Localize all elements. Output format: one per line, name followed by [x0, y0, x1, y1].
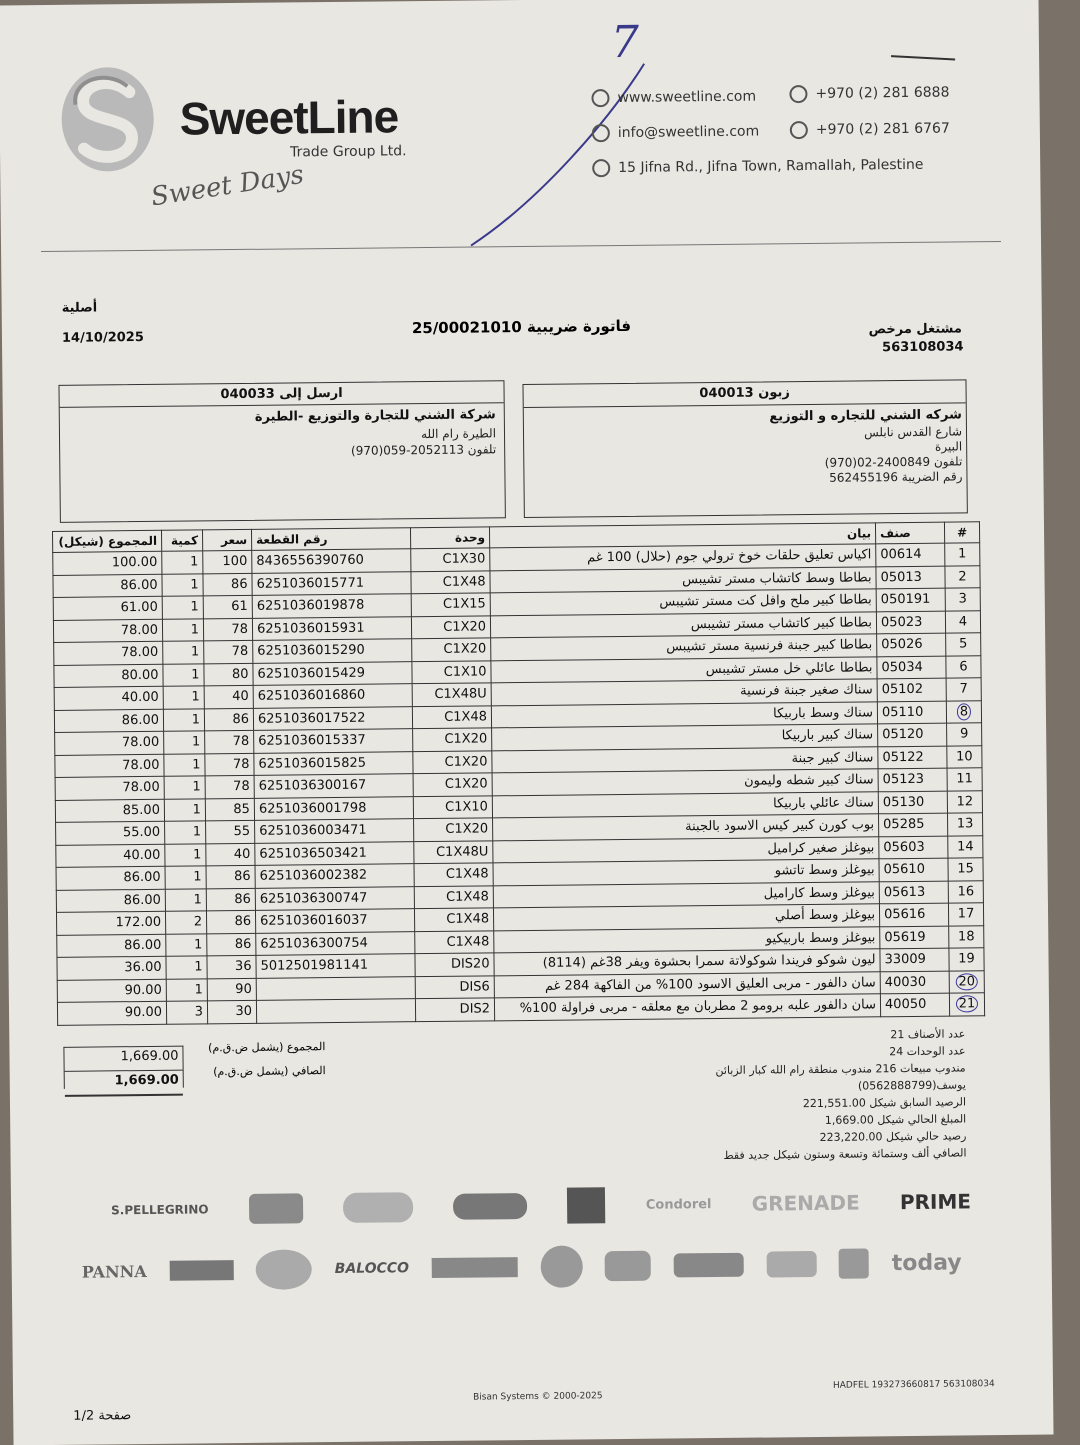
header-qty: كمية — [161, 530, 202, 551]
ship-to-city: الطيرة رام الله — [420, 426, 497, 442]
cell-num: 5 — [946, 633, 981, 656]
header-unit: وحدة — [410, 527, 489, 549]
ship-to-name: شركة الشني للتجارة والتوزيع -الطيرة — [254, 407, 496, 425]
original-label: أصلية — [61, 300, 98, 316]
brand-logo-badge-9 — [605, 1251, 651, 1281]
brand-logo-badge-12 — [839, 1248, 869, 1278]
cell-num: 15 — [948, 858, 983, 881]
cell-total: 80.00 — [54, 664, 163, 688]
invoice-date: 14/10/2025 — [61, 329, 144, 346]
dealer-number: 563108034 — [882, 339, 964, 356]
cell-qty: 1 — [165, 843, 206, 866]
cell-desc: سناك كبير جبنة — [492, 746, 878, 773]
cell-unit: C1X48 — [415, 930, 494, 953]
brands-row-2 — [82, 1241, 962, 1292]
cell-total: 55.00 — [56, 821, 165, 845]
cell-total: 85.00 — [55, 799, 164, 823]
cell-qty: 1 — [164, 753, 205, 776]
cell-num: 7 — [946, 678, 981, 701]
cell-num — [946, 700, 981, 723]
invoice-number: 25/00021010 — [411, 318, 522, 338]
cell-unit: C1X20 — [413, 773, 492, 796]
brands-row-1 — [111, 1183, 971, 1228]
cell-total: 78.00 — [55, 731, 164, 755]
cell-num: 10 — [947, 745, 982, 768]
company-name: SweetLine — [179, 90, 399, 145]
customer-tax: رقم الضريبة 562455196 — [829, 469, 963, 485]
cell-item: 05013 — [876, 566, 945, 589]
cell-qty: 1 — [163, 663, 204, 686]
cell-unit: DIS6 — [415, 975, 494, 998]
cell-price: 40 — [206, 843, 255, 866]
cell-desc: بطاطا كبير كاتشاب مستر تشيبس — [490, 611, 876, 638]
cell-price: 90 — [207, 978, 256, 1001]
cell-part: 6251036300754 — [256, 931, 415, 955]
cell-price: 78 — [203, 618, 252, 641]
cell-part: 6251036015290 — [253, 639, 412, 663]
cell-item: 33009 — [880, 948, 949, 971]
cell-price: 86 — [207, 933, 256, 956]
cell-qty: 1 — [164, 776, 205, 799]
brand-logo-badge-6 — [256, 1249, 312, 1290]
globe-icon — [591, 89, 609, 107]
cell-desc: سناك عائلي باربيكا — [492, 791, 878, 818]
brand-logo-badge-11 — [766, 1251, 816, 1278]
sum-label: المجموع (يشمل ض.ق.م) — [208, 1040, 326, 1055]
brand-logo-badge-8 — [540, 1245, 582, 1287]
footer-code: HADFEL 193273660817 563108034 — [832, 1379, 995, 1391]
brand-panna: PANNA — [81, 1261, 147, 1282]
items-table — [52, 521, 985, 1025]
cell-qty: 1 — [162, 596, 203, 619]
brand-s-pellegrino: S.PELLEGRINO — [111, 1202, 209, 1218]
cell-qty: 1 — [165, 888, 206, 911]
handwritten-slash — [459, 59, 661, 251]
net-in-words: الصافي ألف وستمائة وتسعة وستون شيكل جديد فقط — [723, 1146, 967, 1162]
dealer-label: مشتغل مرخص — [868, 321, 963, 338]
cell-total: 86.00 — [54, 709, 163, 733]
brand-logo-badge-5 — [169, 1260, 233, 1281]
contact-website: www.sweetline.com — [591, 88, 756, 108]
cell-desc: ليون شوكو فريندا شوكولاتة سمرا بحشوة ويفر 38غم (8114) — [494, 949, 880, 976]
cell-total: 78.00 — [54, 641, 163, 665]
email-icon — [592, 124, 610, 142]
cell-part: 6251036019878 — [252, 594, 411, 618]
summary-block — [609, 1025, 966, 1165]
company-subtitle: Trade Group Ltd. — [289, 143, 407, 161]
cell-price: 86 — [206, 888, 255, 911]
cell-item: 40050 — [880, 993, 949, 1016]
cell-unit: C1X20 — [413, 728, 492, 751]
cell-num: 12 — [947, 790, 982, 813]
cell-part — [256, 999, 415, 1023]
cell-num: 3 — [945, 588, 980, 611]
cell-item: 05285 — [879, 813, 948, 836]
cell-total: 100.00 — [53, 551, 162, 575]
cell-part: 6251036015429 — [253, 661, 412, 685]
contact-email: info@sweetline.com — [592, 123, 760, 143]
customer-name: شركه الشني للتجاره و التوزيع — [769, 407, 962, 425]
cell-item: 05110 — [877, 701, 946, 724]
location-pin-icon — [592, 159, 610, 177]
cell-price: 86 — [206, 865, 255, 888]
cell-total: 40.00 — [56, 844, 165, 868]
cell-unit: C1X48U — [414, 840, 493, 863]
invoice-title-block — [412, 317, 631, 337]
cell-price: 86 — [203, 573, 252, 596]
current-amount: المبلغ الحالي شيكل 1,669.00 — [824, 1112, 967, 1127]
net-label: الصافي (يشمل ض.ق.م) — [213, 1064, 326, 1079]
cell-unit: C1X48 — [411, 570, 490, 593]
cell-part — [256, 976, 415, 1000]
brand-logo-badge-1 — [249, 1193, 303, 1224]
phone-icon — [790, 121, 808, 139]
cell-item: 05026 — [877, 633, 946, 656]
cell-num — [949, 970, 984, 993]
cell-part: 6251036015825 — [254, 751, 413, 775]
cell-unit: C1X20 — [413, 750, 492, 773]
cell-unit: C1X10 — [412, 660, 491, 683]
brand-prime: PRIME — [899, 1189, 972, 1215]
brand-logo-badge-10 — [674, 1253, 744, 1278]
cell-num: 6 — [946, 655, 981, 678]
cell-unit: C1X20 — [411, 615, 490, 638]
cell-num: 11 — [947, 768, 982, 791]
header-item: صنف — [875, 522, 944, 544]
cell-price: 55 — [206, 820, 255, 843]
cell-num: 16 — [948, 880, 983, 903]
cell-item: 05034 — [877, 656, 946, 679]
cell-num: 18 — [949, 925, 984, 948]
cell-total: 61.00 — [53, 596, 162, 620]
cell-total: 78.00 — [53, 619, 162, 643]
cell-qty: 1 — [162, 573, 203, 596]
cell-price: 30 — [207, 1000, 256, 1023]
brand-today: today — [891, 1249, 962, 1276]
cell-part: 6251036015771 — [252, 571, 411, 595]
cell-total: 90.00 — [57, 1001, 166, 1025]
contact-phone2: +970 (2) 281 6767 — [790, 120, 950, 140]
cell-item: 05023 — [876, 611, 945, 634]
contact-address: 15 Jifna Rd., Jifna Town, Ramallah, Palestine — [592, 156, 923, 177]
header-price: سعر — [202, 529, 251, 551]
cell-item: 05616 — [879, 903, 948, 926]
customer-header: زبون 040013 — [523, 380, 965, 408]
contact-phone1: +970 (2) 281 6888 — [789, 84, 949, 104]
brand-logo-badge-3 — [453, 1193, 527, 1220]
cell-qty: 3 — [166, 1001, 207, 1024]
cell-desc: بطاطا عائلي خل مستر تشيبس — [491, 656, 877, 683]
cell-qty: 2 — [165, 911, 206, 934]
cell-desc: بوب كورن كبير كيس الاسود بالجبنة — [493, 814, 879, 841]
cell-num: 9 — [947, 723, 982, 746]
cell-unit: C1X48 — [412, 705, 491, 728]
cell-num: 17 — [948, 903, 983, 926]
header-part: رقم القطعة — [251, 528, 410, 551]
cell-part: 6251036015931 — [252, 616, 411, 640]
cell-desc: سان دالفور علبه برومو 2 مطربان مع معلقه - مربى فراولة 100% — [494, 994, 880, 1021]
cell-total: 78.00 — [55, 776, 164, 800]
header-desc: بيان — [489, 523, 875, 548]
cell-total: 78.00 — [55, 754, 164, 778]
cell-unit: C1X48U — [412, 683, 491, 706]
ship-to-box — [58, 380, 505, 523]
brand-logo-badge-7 — [432, 1257, 518, 1278]
cell-unit: C1X48 — [414, 885, 493, 908]
cell-desc: بطاطا وسط كاتشاب مستر تشيبس — [490, 566, 876, 593]
cell-item: 05120 — [878, 723, 947, 746]
cell-part: 6251036001798 — [254, 796, 413, 820]
cell-qty: 1 — [162, 551, 203, 574]
cell-num: 19 — [949, 948, 984, 971]
cell-qty: 1 — [164, 731, 205, 754]
cell-item: 00614 — [876, 543, 945, 566]
net-value: 1,669.00 — [65, 1071, 183, 1097]
cell-item: 05619 — [880, 926, 949, 949]
cell-desc: بطاطا كبير ملح وافل كت مستر تشيبس — [490, 589, 876, 616]
cell-price: 40 — [204, 685, 253, 708]
cell-total: 86.00 — [53, 574, 162, 598]
cell-part: 5012501981141 — [256, 954, 415, 978]
previous-balance: الرصيد السابق شيكل 221,551.00 — [802, 1095, 967, 1111]
cell-unit: C1X15 — [411, 593, 490, 616]
invoice-title: فاتورة ضريبية — [526, 316, 632, 336]
handwritten-number: 7 — [610, 16, 640, 69]
cell-unit: C1X48 — [414, 908, 493, 931]
cell-unit: C1X48 — [414, 863, 493, 886]
cell-desc: سناك وسط باربيكا — [491, 701, 877, 728]
cell-price: 86 — [206, 910, 255, 933]
customer-street: شارع القدس نابلس — [864, 424, 963, 440]
cell-total: 40.00 — [54, 686, 163, 710]
cell-price: 86 — [204, 708, 253, 731]
cell-num: 2 — [945, 565, 980, 588]
cell-item: 05603 — [879, 836, 948, 859]
cell-num — [949, 993, 984, 1016]
cell-num: 4 — [945, 610, 980, 633]
cell-price: 36 — [207, 955, 256, 978]
brand-grenade: GRENADE — [751, 1190, 860, 1216]
cell-desc: بيوغلز وسط أصلي — [493, 904, 879, 931]
circled-row-number: 20 — [955, 973, 978, 990]
company-slogan: Sweet Days — [149, 159, 306, 213]
footer-page: 1/2 صفحة — [73, 1408, 132, 1424]
brand-condorel: Condorel — [645, 1196, 712, 1213]
cell-qty: 1 — [165, 821, 206, 844]
cell-item: 05130 — [878, 791, 947, 814]
cell-part: 6251036003471 — [255, 819, 414, 843]
customer-city: البيرة — [934, 439, 963, 454]
cell-qty: 1 — [166, 933, 207, 956]
cell-price: 78 — [205, 775, 254, 798]
sweetline-s-logo-icon — [57, 64, 158, 175]
items-count: عدد الأصناف 21 — [890, 1027, 966, 1042]
cell-qty: 1 — [166, 978, 207, 1001]
cell-price: 78 — [204, 640, 253, 663]
cell-desc: سناك صغير جبنة فرنسية — [491, 679, 877, 706]
brand-logo-badge-2 — [343, 1192, 413, 1223]
cell-desc: بيوغلز وسط كاراميل — [493, 881, 879, 908]
items-table-body — [53, 543, 985, 1025]
header-total: المجموع (شيكل) — [52, 530, 161, 552]
cell-qty: 1 — [163, 641, 204, 664]
cell-item: 05610 — [879, 858, 948, 881]
cell-unit: C1X30 — [411, 548, 490, 571]
cell-qty: 1 — [163, 708, 204, 731]
cell-unit: DIS20 — [415, 953, 494, 976]
cell-item: 40030 — [880, 971, 949, 994]
cell-num: 14 — [948, 835, 983, 858]
cell-desc: بيوغلز وسط تاتشو — [493, 859, 879, 886]
circled-row-number: 21 — [956, 996, 979, 1013]
cell-desc: بيوغلز صغير كراميل — [493, 836, 879, 863]
cell-item: 05123 — [878, 768, 947, 791]
units-count: عدد الوحدات 24 — [889, 1044, 966, 1059]
cell-qty: 1 — [165, 866, 206, 889]
cell-qty: 1 — [166, 956, 207, 979]
cell-part: 6251036300747 — [255, 886, 414, 910]
cell-part: 6251036002382 — [255, 864, 414, 888]
phone-icon — [789, 85, 807, 103]
cell-desc: سناك كبير باربيكا — [492, 724, 878, 751]
cell-qty: 1 — [163, 686, 204, 709]
cell-num: 1 — [945, 543, 980, 566]
cell-desc: سان دالفور - مربى العليق الاسود 100% من الفاكهة 284 غم — [494, 971, 880, 998]
cell-unit: C1X10 — [413, 795, 492, 818]
cell-part: 6251036016037 — [255, 909, 414, 933]
header-num: # — [944, 522, 979, 543]
footer-systems: Bisan Systems © 2000-2025 — [473, 1391, 603, 1403]
cell-price: 80 — [204, 663, 253, 686]
salesman: مندوب مبيعات 216 مندوب منطقة رام الله كبار الزبائن يوسف(0562888799) — [715, 1061, 966, 1093]
cell-unit: C1X20 — [412, 638, 491, 661]
cell-desc: سناك كبير شطه وليمون — [492, 769, 878, 796]
totals-box — [63, 1046, 183, 1089]
cell-part: 6251036017522 — [253, 706, 412, 730]
cell-price: 78 — [205, 753, 254, 776]
cell-total: 86.00 — [56, 866, 165, 890]
cell-num: 13 — [947, 813, 982, 836]
cell-unit: C1X20 — [414, 818, 493, 841]
circled-row-number: 8 — [957, 703, 971, 720]
ship-to-header: ارسل إلى 040033 — [59, 381, 503, 408]
cell-price: 85 — [205, 798, 254, 821]
cell-price: 61 — [203, 595, 252, 618]
brand-balocco: BALOCCO — [334, 1260, 410, 1278]
cell-qty: 1 — [162, 618, 203, 641]
cell-unit: DIS2 — [415, 998, 494, 1021]
cell-total: 86.00 — [56, 889, 165, 913]
cell-total: 36.00 — [57, 956, 166, 980]
cell-desc: اكياس تعليق حلقات خوخ ترولي جوم (حلال) 100 غم — [490, 544, 876, 571]
handwritten-dash — [889, 45, 959, 66]
cell-part: 8436556390760 — [252, 549, 411, 573]
cell-part: 6251036016860 — [253, 684, 412, 708]
cell-item: 05102 — [877, 678, 946, 701]
cell-total: 90.00 — [57, 979, 166, 1003]
cell-price: 78 — [205, 730, 254, 753]
customer-box — [522, 379, 967, 518]
cell-desc: بيوغلز وسط باربيكيو — [494, 926, 880, 953]
cell-desc: بطاطا كبير جبنة فرنسية مستر تشيبس — [491, 634, 877, 661]
sum-value: 1,669.00 — [64, 1047, 182, 1072]
brand-logo-badge-4 — [567, 1187, 605, 1223]
ship-to-phone: تلفون 2052113-059(970) — [350, 442, 497, 458]
cell-qty: 1 — [164, 798, 205, 821]
cell-part: 6251036015337 — [254, 729, 413, 753]
cell-part: 6251036503421 — [255, 841, 414, 865]
cell-price: 100 — [203, 550, 252, 573]
cell-item: 05613 — [879, 881, 948, 904]
cell-part: 6251036300167 — [254, 774, 413, 798]
customer-phone: تلفون 2400849-02(970) — [824, 454, 963, 470]
cell-total: 86.00 — [57, 934, 166, 958]
cell-item: 050191 — [876, 588, 945, 611]
cell-item: 05122 — [878, 746, 947, 769]
current-balance: رصيد حالي شيكل 223,220.00 — [819, 1129, 967, 1144]
cell-total: 172.00 — [56, 911, 165, 935]
